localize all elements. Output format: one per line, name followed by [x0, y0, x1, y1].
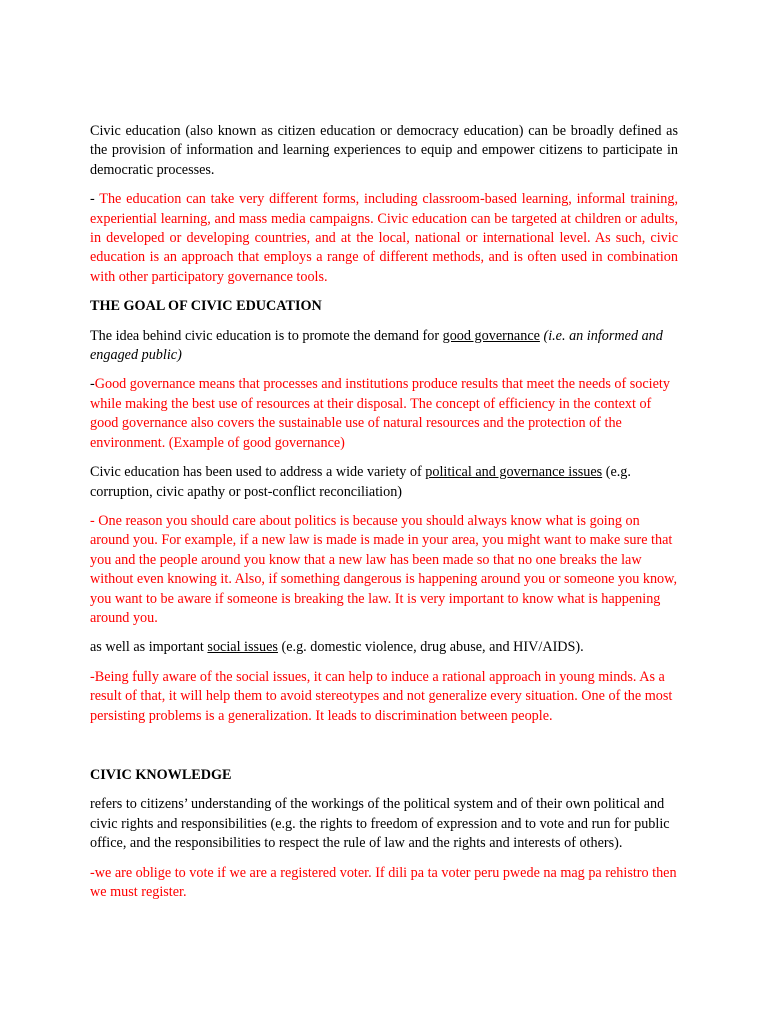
forms-text: The education can take very different forms, including classroom-based learning, informal training, experiential learning, and mass media campaigns. Civic education can be targeted at children or adults, in developed or developing countries, and at the local, national or international level. As such, civic education is an approach that employs a range of different methods, and is often used in combination with other participatory governance tools. [90, 191, 678, 285]
heading-knowledge: CIVIC KNOWLEDGE [90, 766, 232, 783]
issues-paragraph [90, 463, 678, 502]
vote-paragraph: -we are oblige to vote if we are a registered voter. If dili pa ta voter peru pwede na mag pa rehistro then we must register. [90, 864, 677, 900]
politics-paragraph: - One reason you should care about politics is because you should always know what is going on around you. For example, if a new law is made is made in your area, you might want to make sure that you and the people around you know that a new law has been made so that no one breaks the law without even knowing it. Also, if something dangerous is happening around you or someone you know, you want to be aware if someone is breaking the law. It is very important to know what is happening around you. [90, 512, 677, 626]
heading-goal: THE GOAL OF CIVIC EDUCATION [90, 298, 322, 315]
intro-paragraph: Civic education (also known as citizen education or democracy education) can be broadly defined as the provision of information and learning experiences to equip and empower citizens to participate in democratic processes. [90, 123, 678, 178]
good-governance-link: good governance [442, 327, 540, 344]
dash-marker: - [90, 191, 100, 208]
political-issues-link: political and governance issues [425, 464, 603, 481]
social-examples: (e.g. domestic violence, drug abuse, and HIV/AIDS). [277, 639, 584, 656]
goal-paragraph [90, 327, 678, 366]
goal-italic-note: (i.e. an informed and engaged public) [90, 327, 663, 364]
social-awareness-paragraph: -Being fully aware of the social issues, it can help to induce a rational approach in young minds. As a result of that, it will help them to avoid stereotypes and not generalize every situation. One of the most persisting problems is a generalization. It leads to discrimination between people. [90, 668, 673, 724]
good-governance-paragraph [90, 375, 678, 453]
dash-marker: - [90, 376, 95, 393]
issues-examples: (e.g. corruption, civic apathy or post-conflict reconciliation) [90, 464, 631, 500]
social-issues-link: social issues [207, 639, 278, 656]
social-paragraph [90, 638, 678, 657]
blank-line [90, 736, 678, 766]
good-governance-text: Good governance means that processes and institutions produce results that meet the needs of society while making the best use of resources at their disposal. The concept of efficiency in the context of good governance also covers the sustainable use of natural resources and the protection of the environment. (Example of good governance) [90, 376, 670, 451]
document-page [90, 122, 678, 912]
forms-paragraph [90, 190, 678, 287]
goal-text: The idea behind civic education is to promote the demand for [90, 327, 443, 344]
issues-text: Civic education has been used to address a wide variety of [90, 464, 426, 481]
knowledge-paragraph: refers to citizens’ understanding of the workings of the political system and of their own political and civic rights and responsibilities (e.g. the rights to freedom of expression and to vote and run for public office, and the responsibilities to respect the rule of law and the rights and interests of others). [90, 796, 670, 852]
social-text: as well as important [90, 639, 208, 656]
